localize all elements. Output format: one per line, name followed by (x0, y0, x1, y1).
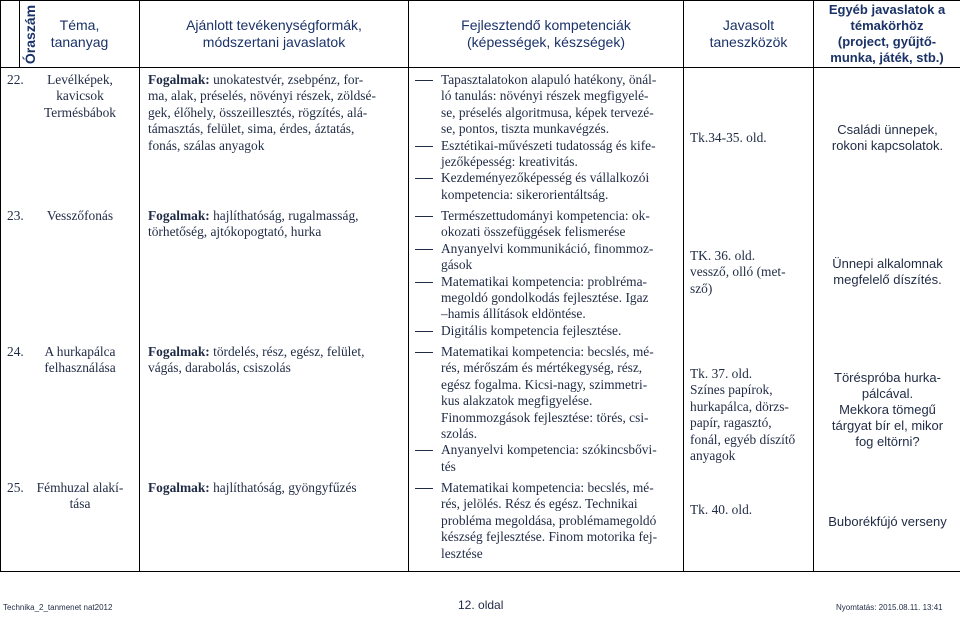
competency-line: Tapasztalatokon alapuló hatékony, önál- (441, 72, 683, 88)
competency-line: Finommozgások fejlesztése: törés, csi- (441, 410, 683, 426)
topic-line: tása (29, 496, 131, 512)
header-javasolt: Javasolt taneszközök (684, 1, 814, 68)
other-cell (814, 68, 960, 572)
tools-block (690, 502, 810, 518)
activity-line: fonás, szálas anyagok (148, 138, 406, 154)
bullet-dash (415, 450, 433, 451)
other-column (814, 68, 960, 571)
competency-line: probléma megoldása, problémamegoldó (441, 513, 683, 529)
competency-line: Esztétikai-művészeti tudatosság és kife- (441, 138, 683, 154)
topic-text (29, 208, 131, 224)
competency-line: készség fejlesztése. Finom motorika fej- (441, 529, 683, 545)
activity-line: gek, élőhely, összeillesztés, rögzítés, alá- (148, 105, 406, 121)
competency-item (415, 480, 683, 562)
other-line: fog eltörni? (816, 434, 959, 450)
other-line: Ünnepi alkalomnak (816, 256, 959, 272)
topic-line: felhasználása (29, 360, 131, 376)
lesson-number: 22. (7, 72, 24, 88)
fogalmak-label: Fogalmak: (148, 72, 210, 87)
tools-line: TK. 36. old. (690, 248, 810, 264)
footer-page-number: 12. oldal (458, 598, 503, 618)
activity-text: tördelés, rész, egész, felület, (210, 344, 365, 359)
competency-line: kus alakzatok megfigyelése. (441, 393, 683, 409)
competency-line: megoldó gondolkodás fejlesztése. Igaz (441, 290, 683, 306)
tools-block (690, 366, 810, 464)
activity-block (148, 480, 406, 496)
competency-column (409, 68, 683, 571)
competency-item (415, 241, 683, 274)
competency-line: Kezdeményezőképesség és vállalkozói (441, 170, 683, 186)
footer-print-date: Nyomtatás: 2015.08.11. 13:41 (836, 603, 943, 623)
tools-line: sző) (690, 281, 810, 297)
bullet-dash (415, 80, 433, 81)
competency-item (415, 170, 683, 203)
bullet-dash (415, 352, 433, 353)
bullet-dash (415, 146, 433, 147)
bullet-dash (415, 331, 433, 332)
fogalmak-label: Fogalmak: (148, 208, 210, 223)
topic-column (1, 68, 139, 571)
activity-line (148, 208, 406, 224)
bullet-dash (415, 216, 433, 217)
topic-text (29, 72, 131, 121)
tools-line: Tk. 37. old. (690, 366, 810, 382)
competency-line: ló tanulás: növényi részek megfigyelé- (441, 88, 683, 104)
tools-line: anyagok (690, 448, 810, 464)
topic-line: Fémhuzal alakí- (29, 480, 131, 496)
competency-line: Anyanyelvi kompetencia: szókincsbővі- (441, 442, 683, 458)
topic-line: kavicsok (29, 88, 131, 104)
header-row (1, 1, 960, 68)
lesson-number: 24. (7, 344, 24, 360)
competency-line: Matematikai kompetencia: problréma- (441, 274, 683, 290)
competency-cell (409, 68, 684, 572)
header-tema: Téma, tananyag (20, 1, 140, 68)
topic-block (5, 72, 137, 121)
topic-line: A hurkapálca (29, 344, 131, 360)
activity-block (148, 344, 406, 377)
competency-line: lesztése (441, 546, 683, 562)
activity-line (148, 480, 406, 496)
topic-block (5, 208, 137, 224)
bullet-dash (415, 178, 433, 179)
tools-cell (684, 68, 814, 572)
lesson-number: 23. (7, 208, 24, 224)
other-line: Családi ünnepek, (816, 122, 959, 138)
header-ajanlott: Ajánlott tevékenységformák, módszertani javaslatok (140, 1, 409, 68)
competency-line: rés, mérőszám és mértékegység, rész, (441, 360, 683, 376)
competency-block (415, 72, 683, 203)
activity-column (140, 68, 408, 571)
competency-line: Anyanyelvi kommunikáció, finommoz- (441, 241, 683, 257)
activity-text: unokatestvér, zsebpénz, for- (210, 72, 364, 87)
activity-line: vágás, darabolás, csiszolás (148, 360, 406, 376)
other-line: Mekkora tömegű (816, 402, 959, 418)
topic-line: Termésbábok (29, 105, 131, 121)
competency-block (415, 208, 683, 339)
activity-line: ma, alak, préselés, növényi részek, zöldsé- (148, 88, 406, 104)
activity-line (148, 344, 406, 360)
competency-line: Digitális kompetencia fejlesztése. (441, 323, 683, 339)
other-line: rokoni kapcsolatok. (816, 138, 959, 154)
competency-block (415, 344, 683, 475)
other-line: tárgyat bír el, mikor (816, 418, 959, 434)
competency-line: tés (441, 459, 683, 475)
competency-line: Természettudományi kompetencia: ok- (441, 208, 683, 224)
competency-block (415, 480, 683, 562)
topic-block (5, 480, 137, 513)
competency-item (415, 323, 683, 339)
tools-line: fonál, egyéb díszítő (690, 432, 810, 448)
activity-line: támasztás, felület, sima, érdes, áztatás, (148, 121, 406, 137)
competency-line: Matematikai kompetencia: becslés, mé- (441, 480, 683, 496)
header-fejlesztendo: Fejlesztendő kompetenciák (képességek, készségek) (409, 1, 684, 68)
tools-line: papír, ragasztó, (690, 415, 810, 431)
competency-line: jezőképesség: kreativitás. (441, 154, 683, 170)
competency-line: –hamis állítások eldöntése. (441, 306, 683, 322)
competency-line: szolás. (441, 426, 683, 442)
fogalmak-label: Fogalmak: (148, 480, 210, 495)
activity-line (148, 72, 406, 88)
activity-block (148, 208, 406, 241)
topic-cell (1, 68, 140, 572)
tools-line: vessző, olló (met- (690, 264, 810, 280)
activity-text: hajlíthatóság, gyöngyfűzés (210, 480, 357, 495)
table-row (1, 68, 960, 572)
header-oraszam: Óraszám (1, 1, 20, 68)
competency-item (415, 344, 683, 442)
tools-line: Színes papírok, (690, 382, 810, 398)
lesson-number: 25. (7, 480, 24, 496)
tools-line: Tk. 40. old. (690, 502, 810, 518)
topic-line: Vesszőfonás (29, 208, 131, 224)
bullet-dash (415, 282, 433, 283)
tools-line: hurkapálca, dörzs- (690, 399, 810, 415)
competency-line: se, préselés algoritmusa, képek tervezé- (441, 105, 683, 121)
topic-text (29, 480, 131, 513)
bullet-dash (415, 488, 433, 489)
competency-item (415, 72, 683, 138)
activity-line: törhetőség, ajtókopogtató, hurka (148, 224, 406, 240)
tools-block (690, 248, 810, 297)
other-block (816, 370, 959, 450)
competency-item (415, 442, 683, 475)
topic-line: Levélképek, (29, 72, 131, 88)
footer-filename: Technika_2_tanmenet nat2012 (3, 603, 112, 623)
competency-line: Matematikai kompetencia: becslés, mé- (441, 344, 683, 360)
competency-line: egész fogalma. Kicsi-nagy, szimmetri- (441, 377, 683, 393)
competency-line: kompetencia: sikerorientáltság. (441, 187, 683, 203)
fogalmak-label: Fogalmak: (148, 344, 210, 359)
header-egyeb: Egyéb javaslatok a témakörhöz (project, gyűjtő- munka, játék, stb.) (814, 1, 960, 68)
other-line: Buborékfújó verseny (816, 514, 959, 530)
other-block (816, 256, 959, 288)
other-block (816, 122, 959, 154)
competency-item (415, 274, 683, 323)
activity-text: hajlíthatóság, rugalmasság, (210, 208, 359, 223)
competency-line: okozati összefüggések felismerése (441, 224, 683, 240)
bullet-dash (415, 249, 433, 250)
other-line: pálcával. (816, 386, 959, 402)
tools-block (690, 130, 810, 146)
activity-block (148, 72, 406, 154)
tools-column (684, 68, 813, 571)
competency-line: rés, jelölés. Rész és egész. Technikai (441, 496, 683, 512)
topic-block (5, 344, 137, 377)
other-block (816, 514, 959, 530)
competency-line: se, pontos, tiszta munkavégzés. (441, 121, 683, 137)
competency-line: gások (441, 257, 683, 273)
competency-item (415, 138, 683, 171)
topic-text (29, 344, 131, 377)
activity-cell (140, 68, 409, 572)
tools-line: Tk.34-35. old. (690, 130, 810, 146)
other-line: megfelelő díszítés. (816, 272, 959, 288)
competency-item (415, 208, 683, 241)
other-line: Töréspróba hurka- (816, 370, 959, 386)
